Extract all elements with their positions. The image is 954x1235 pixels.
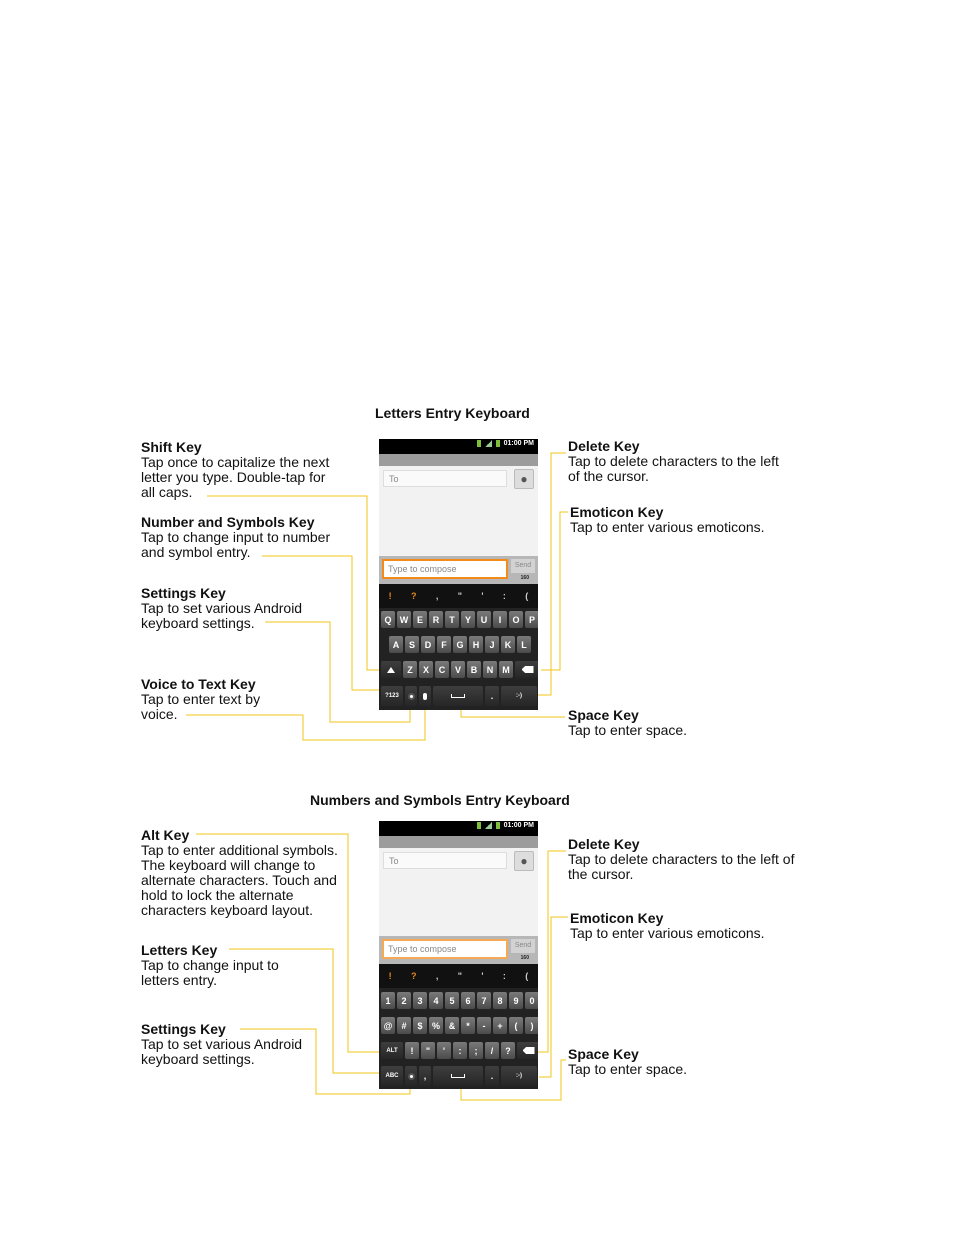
callout-heading: Delete Key — [568, 836, 640, 852]
alt-key-callout — [141, 828, 356, 918]
callout-heading: Number and Symbols Key — [141, 514, 315, 530]
callout-text: Tap to delete characters to the left of the cursor. — [568, 453, 779, 484]
key-z[interactable]: Z — [403, 661, 417, 678]
key-q[interactable]: Q — [381, 611, 395, 628]
key-l[interactable]: L — [517, 636, 531, 653]
key-4[interactable]: 4 — [429, 992, 443, 1009]
keyboard-row-2 — [381, 1017, 538, 1034]
key-double-quote[interactable]: " — [421, 1042, 435, 1059]
letters-keyboard — [379, 584, 538, 710]
letters-key[interactable]: ABC — [381, 1066, 403, 1086]
keyboard-row-4 — [381, 686, 537, 706]
key-c[interactable]: C — [435, 661, 449, 678]
character-count: 160 — [520, 955, 529, 961]
number-symbols-key[interactable]: ?123 — [381, 686, 403, 706]
callout-text: Tap to set various Android keyboard settings. — [141, 1036, 303, 1067]
key-b[interactable]: B — [467, 661, 481, 678]
space-key-callout — [568, 708, 828, 738]
callout-heading: Space Key — [568, 1046, 639, 1062]
suggestion-item[interactable]: , — [435, 971, 439, 981]
key-m[interactable]: M — [499, 661, 513, 678]
status-bar — [379, 821, 538, 836]
key-percent[interactable]: % — [429, 1017, 443, 1034]
status-time: 01:00 PM — [503, 440, 534, 447]
suggestion-item[interactable]: ' — [481, 971, 484, 981]
backspace-icon — [523, 1047, 535, 1054]
callout-text: Tap to enter space. — [568, 1061, 688, 1077]
key-i[interactable]: I — [493, 611, 507, 628]
key-a[interactable]: A — [389, 636, 403, 653]
key-u[interactable]: U — [477, 611, 491, 628]
key-close-paren[interactable]: ) — [525, 1017, 538, 1034]
emoticon-key[interactable]: :-) — [501, 686, 537, 706]
battery-icon — [477, 822, 481, 829]
callout-heading: Alt Key — [141, 827, 190, 843]
suggestion-item[interactable]: ! — [388, 971, 392, 981]
space-key[interactable] — [433, 686, 483, 706]
suggestion-item[interactable]: " — [457, 971, 463, 981]
settings-key-callout — [141, 1022, 356, 1067]
key-f[interactable]: F — [437, 636, 451, 653]
key-p[interactable]: P — [525, 611, 538, 628]
suggestion-item[interactable]: " — [457, 591, 463, 601]
number-symbols-key-callout — [141, 515, 356, 560]
callout-heading: Settings Key — [141, 1021, 226, 1037]
gear-icon — [408, 693, 415, 700]
callout-text: Tap to enter space. — [568, 722, 688, 738]
delete-key-callout — [568, 439, 828, 484]
keyboard-row-3 — [381, 1042, 538, 1059]
alt-key[interactable]: ALT — [381, 1042, 403, 1059]
suggestion-item[interactable]: ( — [525, 971, 529, 981]
callout-heading: Voice to Text Key — [141, 676, 256, 692]
status-time: 01:00 PM — [503, 822, 534, 829]
send-button[interactable]: Send — [511, 939, 535, 953]
emoticon-key-callout — [570, 911, 830, 941]
signal-icon — [485, 822, 492, 829]
callout-heading: Emoticon Key — [570, 910, 664, 926]
period-key[interactable]: . — [485, 1066, 499, 1086]
delete-key-callout — [568, 837, 838, 882]
person-icon: ● — [520, 854, 528, 868]
key-semicolon[interactable]: ; — [469, 1042, 483, 1059]
key-dollar[interactable]: $ — [413, 1017, 427, 1034]
keyboard-row-3 — [381, 661, 538, 678]
callout-heading: Shift Key — [141, 439, 202, 455]
space-bar-icon — [451, 694, 465, 698]
callout-heading: Emoticon Key — [570, 504, 664, 520]
key-1[interactable]: 1 — [381, 992, 395, 1009]
key-y[interactable]: Y — [461, 611, 475, 628]
space-key-callout — [568, 1047, 828, 1077]
key-r[interactable]: R — [429, 611, 443, 628]
suggestion-strip — [379, 964, 538, 988]
key-k[interactable]: K — [501, 636, 515, 653]
key-minus[interactable]: - — [477, 1017, 491, 1034]
backspace-icon — [522, 666, 534, 673]
key-d[interactable]: D — [421, 636, 435, 653]
letters-key-callout — [141, 943, 356, 988]
send-button[interactable]: Send — [511, 559, 535, 573]
key-slash[interactable]: / — [485, 1042, 499, 1059]
delete-key[interactable] — [517, 1042, 538, 1059]
emoticon-key-callout — [570, 505, 830, 535]
compose-area — [379, 556, 538, 584]
keyboard-row-2 — [389, 636, 531, 653]
callout-text: Tap to enter additional symbols. The keyboard will change to alternate characters. Touch and hold to lock the alternate characters keyboard layout. — [141, 842, 338, 918]
status-bar — [379, 439, 538, 454]
key-hash[interactable]: # — [397, 1017, 411, 1034]
callout-text: Tap to enter various emoticons. — [570, 519, 765, 535]
to-field[interactable]: To — [383, 470, 507, 487]
key-single-quote[interactable]: ' — [437, 1042, 451, 1059]
key-3[interactable]: 3 — [413, 992, 427, 1009]
numbers-symbols-keyboard-title: Numbers and Symbols Entry Keyboard — [310, 792, 570, 808]
signal-icon — [485, 440, 492, 447]
key-question[interactable]: ? — [501, 1042, 515, 1059]
comma-key[interactable]: , — [419, 1066, 431, 1086]
key-6[interactable]: 6 — [461, 992, 475, 1009]
suggestion-item[interactable]: , — [435, 591, 439, 601]
key-7[interactable]: 7 — [477, 992, 491, 1009]
suggestion-item[interactable]: ? — [411, 591, 417, 601]
keyboard-row-1 — [381, 992, 538, 1009]
key-exclamation[interactable]: ! — [405, 1042, 419, 1059]
callout-text: Tap to change input to number and symbol entry. — [141, 529, 331, 560]
gear-icon — [408, 1073, 415, 1080]
shift-arrow-icon — [387, 667, 395, 673]
space-key[interactable] — [433, 1066, 483, 1086]
battery-level-icon — [496, 822, 500, 829]
callout-heading: Space Key — [568, 707, 639, 723]
callout-text: Tap to enter various emoticons. — [570, 925, 765, 941]
key-plus[interactable]: + — [493, 1017, 507, 1034]
key-8[interactable]: 8 — [493, 992, 507, 1009]
shift-key[interactable] — [381, 661, 401, 678]
numbers-symbols-keyboard — [379, 964, 538, 1089]
key-t[interactable]: T — [445, 611, 459, 628]
microphone-icon — [423, 693, 427, 700]
suggestion-item[interactable]: ? — [411, 971, 417, 981]
compose-area — [379, 936, 538, 964]
space-bar-icon — [451, 1074, 465, 1078]
key-9[interactable]: 9 — [509, 992, 523, 1009]
period-key[interactable]: . — [485, 686, 499, 706]
settings-key[interactable] — [405, 1066, 417, 1086]
battery-level-icon — [496, 440, 500, 447]
person-icon: ● — [520, 472, 528, 486]
add-contact-button[interactable] — [514, 469, 534, 489]
key-asterisk[interactable]: * — [461, 1017, 475, 1034]
key-ampersand[interactable]: & — [445, 1017, 459, 1034]
callout-heading: Settings Key — [141, 585, 226, 601]
key-x[interactable]: X — [419, 661, 433, 678]
suggestion-item[interactable]: : — [502, 971, 506, 981]
to-field[interactable]: To — [383, 852, 507, 869]
phone-screenshot-letters — [379, 439, 538, 710]
keyboard-row-4 — [381, 1066, 537, 1086]
key-e[interactable]: E — [413, 611, 427, 628]
compose-field[interactable]: Type to compose — [382, 559, 508, 579]
key-open-paren[interactable]: ( — [509, 1017, 523, 1034]
key-colon[interactable]: : — [453, 1042, 467, 1059]
settings-key[interactable] — [405, 686, 417, 706]
callout-text: Tap to set various Android keyboard settings. — [141, 600, 303, 631]
keyboard-row-1 — [381, 611, 538, 628]
voice-key[interactable] — [419, 686, 431, 706]
key-2[interactable]: 2 — [397, 992, 411, 1009]
add-contact-button[interactable] — [514, 851, 534, 871]
key-0[interactable]: 0 — [525, 992, 538, 1009]
key-h[interactable]: H — [469, 636, 483, 653]
key-n[interactable]: N — [483, 661, 497, 678]
suggestion-item[interactable]: ( — [525, 591, 529, 601]
callout-text: Tap to change input to letters entry. — [141, 957, 279, 988]
compose-field[interactable]: Type to compose — [382, 939, 508, 959]
key-v[interactable]: V — [451, 661, 465, 678]
title-bar — [379, 454, 538, 466]
suggestion-item[interactable]: ' — [481, 591, 484, 601]
title-bar — [379, 836, 538, 848]
callout-text: Tap once to capitalize the next letter you type. Double-tap for all caps. — [141, 454, 330, 500]
phone-screenshot-numbers — [379, 821, 538, 1089]
key-w[interactable]: W — [397, 611, 411, 628]
suggestion-item[interactable]: ! — [388, 591, 392, 601]
key-s[interactable]: S — [405, 636, 419, 653]
battery-icon — [477, 440, 481, 447]
key-at[interactable]: @ — [381, 1017, 395, 1034]
callout-heading: Delete Key — [568, 438, 640, 454]
emoticon-key[interactable]: :-) — [501, 1066, 537, 1086]
key-g[interactable]: G — [453, 636, 467, 653]
callout-text: Tap to delete characters to the left of the cursor. — [568, 851, 795, 882]
key-5[interactable]: 5 — [445, 992, 459, 1009]
shift-key-callout — [141, 440, 356, 500]
voice-to-text-key-callout — [141, 677, 356, 722]
delete-key[interactable] — [515, 661, 538, 678]
character-count: 160 — [520, 575, 529, 581]
letters-keyboard-title: Letters Entry Keyboard — [375, 405, 530, 421]
suggestion-item[interactable]: : — [502, 591, 506, 601]
suggestion-strip — [379, 584, 538, 608]
callout-text: Tap to enter text by voice. — [141, 691, 261, 722]
key-j[interactable]: J — [485, 636, 499, 653]
key-o[interactable]: O — [509, 611, 523, 628]
settings-key-callout — [141, 586, 356, 631]
callout-heading: Letters Key — [141, 942, 218, 958]
